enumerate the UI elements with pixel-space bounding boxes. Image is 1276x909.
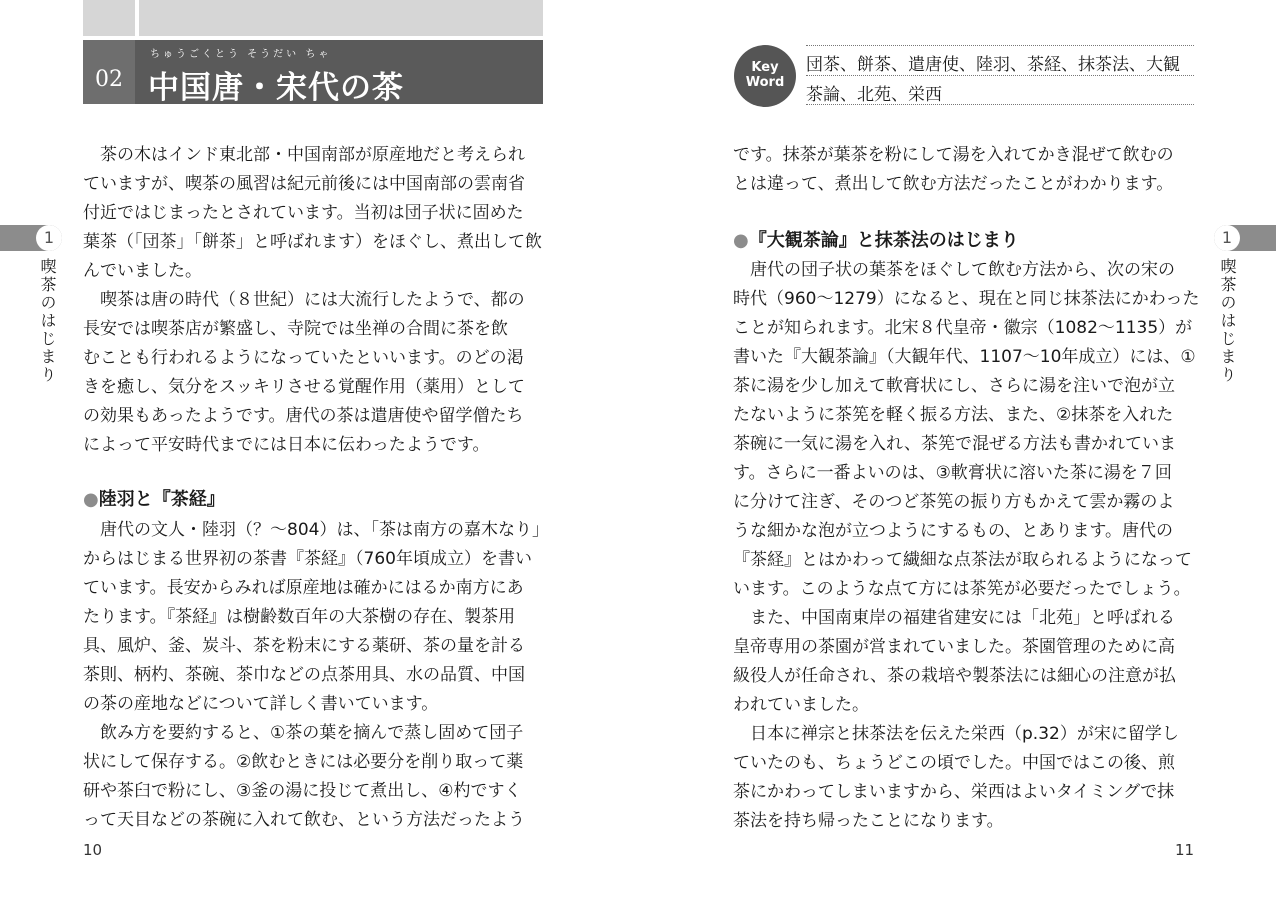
text-line: す。さらに一番よいのは、③軟膏状に溶いた茶に湯を７回 <box>733 463 1172 483</box>
text-line: ことが知られます。北宋８代皇帝・徽宗（1082～1135）が <box>733 318 1193 338</box>
header-top-bar <box>83 0 543 36</box>
text-line: 茶則、柄杓、茶碗、茶巾などの点茶用具、水の品質、中国 <box>83 665 525 685</box>
text-line: に分けて注ぎ、そのつど茶筅の振り方もかえて雲か霧のよ <box>733 492 1175 512</box>
keyword-badge-line1: Key <box>751 60 779 75</box>
text-line: 研や茶臼で粉にし、③釜の湯に投じて煮出し、④杓ですく <box>83 781 522 801</box>
bullet-icon: ● <box>83 489 99 510</box>
text-line: 喫茶は唐の時代（８世紀）には大流行したようで、都の <box>83 290 525 310</box>
text-line: います。このような点て方には茶筅が必要だったでしょう。 <box>733 579 1191 599</box>
chapter-tab-label-left: 喫茶のはじまり <box>38 258 57 384</box>
text-line: です。抹茶が葉茶を粉にして湯を入れてかき混ぜて飲むの <box>733 145 1174 165</box>
text-line: からはじまる世界初の茶書『茶経』（760年頃成立）を書い <box>83 549 532 569</box>
text-line: また、中国南東岸の福建省建安には「北苑」と呼ばれる <box>733 608 1175 628</box>
text-line: ていたのも、ちょうどこの頃でした。中国ではこの後、煎 <box>733 753 1175 773</box>
text-line: んでいました。 <box>83 261 202 281</box>
text-line: 状にして保存する。②飲むときには必要分を削り取って薬 <box>83 752 524 772</box>
section-number: 02 <box>95 67 123 92</box>
text-line: 茶の木はインド東北部・中国南部が原産地だと考えられ <box>83 145 525 165</box>
text-line: 茶にかわってしまいますから、栄西はよいタイミングで抹 <box>733 782 1175 802</box>
text-line: たないように茶筅を軽く振る方法、また、②抹茶を入れた <box>733 405 1174 425</box>
text-line: 茶碗に一気に湯を入れ、茶筅で混ぜる方法も書かれていま <box>733 434 1177 454</box>
keywords-line-1: 団茶、餅茶、遣唐使、陸羽、茶経、抹茶法、大観 <box>806 55 1180 75</box>
chapter-tab-label-right: 喫茶のはじまり <box>1218 258 1237 384</box>
bullet-icon: ● <box>733 230 749 251</box>
text-line: ていますが、喫茶の風習は紀元前後には中国南部の雲南省 <box>83 174 525 194</box>
text-line: 日本に禅宗と抹茶法を伝えた栄西（p.32）が宋に留学し <box>733 724 1179 744</box>
keywords-line-2: 茶論、北苑、栄西 <box>806 85 942 105</box>
text-line: の効果もあったようです。唐代の茶は遣唐使や留学僧たち <box>83 406 524 426</box>
text-line: むことも行われるようになっていたといいます。のどの渇 <box>83 348 524 368</box>
text-line: 飲み方を要約すると、①茶の葉を摘んで蒸し固めて団子 <box>83 723 524 743</box>
chapter-tab-number-right: 1 <box>1221 228 1233 247</box>
text-line: 葉茶（「団茶」「餅茶」と呼ばれます）をほぐし、煮出して飲 <box>83 232 542 252</box>
text-line: 『茶経』とはかわって繊細な点茶法が取られるようになって <box>733 550 1192 570</box>
text-line: の茶の産地などについて詳しく書いています。 <box>83 694 439 714</box>
text-line: われていました。 <box>733 695 869 715</box>
text-line: きを癒し、気分をスッキリさせる覚醒作用（薬用）として <box>83 377 525 397</box>
text-line: って天目などの茶碗に入れて飲む、という方法だったよう <box>83 810 525 830</box>
keyword-divider-middle <box>806 75 1194 76</box>
heading-text: 陸羽と『茶経』 <box>98 489 225 510</box>
keyword-badge-line2: Word <box>745 75 785 90</box>
header-top-separator <box>135 0 139 36</box>
text-line: 皇帝専用の茶園が営まれていました。茶園管理のために高 <box>733 637 1175 657</box>
section-heading-lu-yu <box>83 485 225 511</box>
section-heading-daguan-chalun <box>733 226 1019 252</box>
keyword-divider-top <box>806 45 1194 46</box>
text-line: うな細かな泡が立つようにするもの、とあります。唐代の <box>733 521 1173 541</box>
text-line: 級役人が任命され、茶の栽培や製茶法には細心の注意が払 <box>733 666 1177 686</box>
page-number-left: 10 <box>83 841 103 859</box>
text-line: たります。『茶経』は樹齢数百年の大茶樹の存在、製茶用 <box>83 607 516 627</box>
text-line: 時代（960～1279）になると、現在と同じ抹茶法にかわった <box>733 289 1200 309</box>
title-ruby: ちゅうごくとう そうだい ちゃ <box>150 49 332 60</box>
text-line: によって平安時代までには日本に伝わったようです。 <box>83 435 490 455</box>
text-line: ています。長安からみれば原産地は確かにはるか南方にあ <box>83 578 524 598</box>
text-line: 長安では喫茶店が繁盛し、寺院では坐禅の合間に茶を飲 <box>83 319 508 339</box>
text-line: とは違って、煮出して飲む方法だったことがわかります。 <box>733 174 1174 194</box>
heading-text: 『大観茶論』と抹茶法のはじまり <box>748 230 1019 251</box>
text-line: 付近ではじまったとされています。当初は団子状に固めた <box>83 203 524 223</box>
keyword-divider-bottom <box>806 104 1194 105</box>
text-line: 茶に湯を少し加えて軟膏状にし、さらに湯を注いで泡が立 <box>733 376 1175 396</box>
page-number-right: 11 <box>1175 841 1195 859</box>
text-line: 書いた『大観茶論』（大観年代、1107～10年成立）には、① <box>733 347 1196 367</box>
text-line: 茶法を持ち帰ったことになります。 <box>733 811 1004 831</box>
keyword-badge <box>734 45 796 107</box>
page-title: 中国唐・宋代の茶 <box>148 70 404 106</box>
text-line: 具、風炉、釜、炭斗、茶を粉末にする薬研、茶の量を計る <box>83 636 525 656</box>
chapter-tab-number-left: 1 <box>43 228 55 247</box>
text-line: 唐代の文人・陸羽（？～804）は、「茶は南方の嘉木なり」 <box>83 520 549 540</box>
text-line: 唐代の団子状の葉茶をほぐして飲む方法から、次の宋の <box>733 260 1175 280</box>
